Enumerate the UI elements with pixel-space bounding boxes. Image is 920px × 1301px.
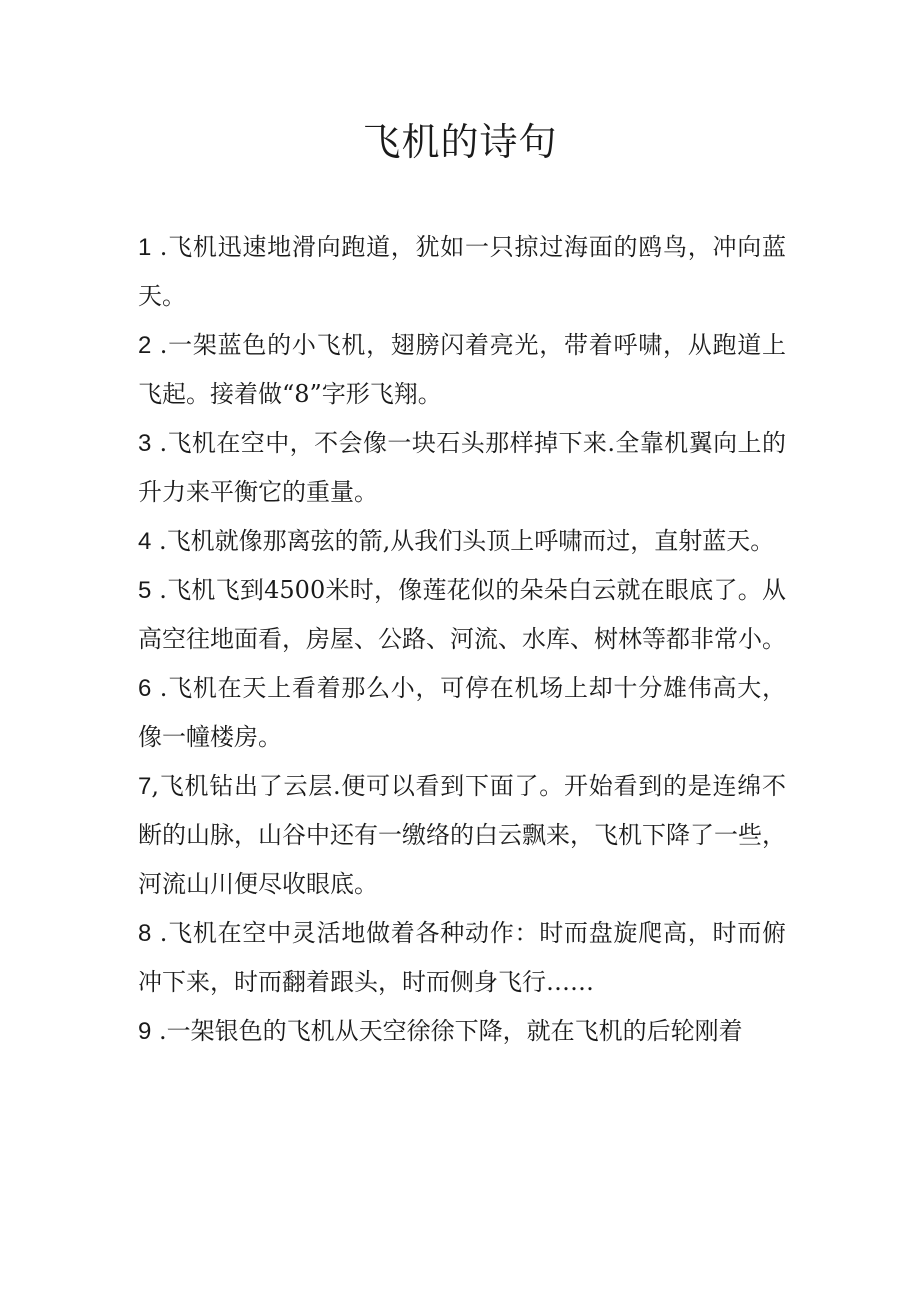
paragraph-4 (138, 517, 786, 566)
paragraph-text: .飞机迅速地滑向跑道，犹如一只掠过海面的鸥鸟，冲向蓝天。 (138, 233, 786, 310)
paragraph-7 (138, 762, 786, 909)
paragraph-9 (138, 1007, 786, 1056)
paragraph-number: 7 (138, 773, 152, 800)
paragraph-number: 4 (138, 528, 152, 555)
paragraph-text: .飞机在天上看着那么小，可停在机场上却十分雄伟高大，像一幢楼房。 (138, 674, 786, 751)
paragraph-number: 6 (138, 675, 152, 702)
paragraph-1 (138, 223, 786, 321)
document-title: 飞机的诗句 (362, 120, 558, 164)
paragraph-text: .一架银色的飞机从天空徐徐下降，就在飞机的后轮刚着 (159, 1017, 743, 1045)
paragraph-number: 9 (138, 1018, 152, 1045)
paragraph-2 (138, 321, 786, 419)
paragraph-number: 8 (138, 920, 152, 947)
paragraph-text: .一架蓝色的小飞机，翅膀闪着亮光，带着呼啸，从跑道上飞起。接着做“8”字形飞翔。 (138, 331, 786, 408)
paragraph-8 (138, 909, 786, 1007)
paragraph-3 (138, 419, 786, 517)
document-body (138, 223, 786, 1056)
paragraph-number: 5 (138, 577, 152, 604)
paragraph-text: .飞机在空中，不会像一块石头那样掉下来.全靠机翼向上的升力来平衡它的重量。 (138, 429, 786, 506)
paragraph-text: ,飞机钻出了云层.便可以看到下面了。开始看到的是连绵不断的山脉，山谷中还有一缴络的白云飘来，飞机下降了一些，河流山川便尽收眼底。 (138, 772, 786, 898)
paragraph-number: 3 (138, 430, 152, 457)
paragraph-number: 2 (138, 332, 152, 359)
paragraph-5 (138, 566, 786, 664)
paragraph-number: 1 (138, 234, 152, 261)
paragraph-text: .飞机就像那离弦的箭,从我们头顶上呼啸而过，直射蓝天。 (159, 527, 775, 555)
paragraph-6 (138, 664, 786, 762)
paragraph-text: .飞机飞到4500米时，像莲花似的朵朵白云就在眼底了。从高空往地面看，房屋、公路、河流、水库、树林等都非常小。 (138, 576, 786, 653)
paragraph-text: .飞机在空中灵活地做着各种动作：时而盘旋爬高，时而俯冲下来，时而翻着跟头，时而侧身飞行…… (138, 919, 786, 996)
